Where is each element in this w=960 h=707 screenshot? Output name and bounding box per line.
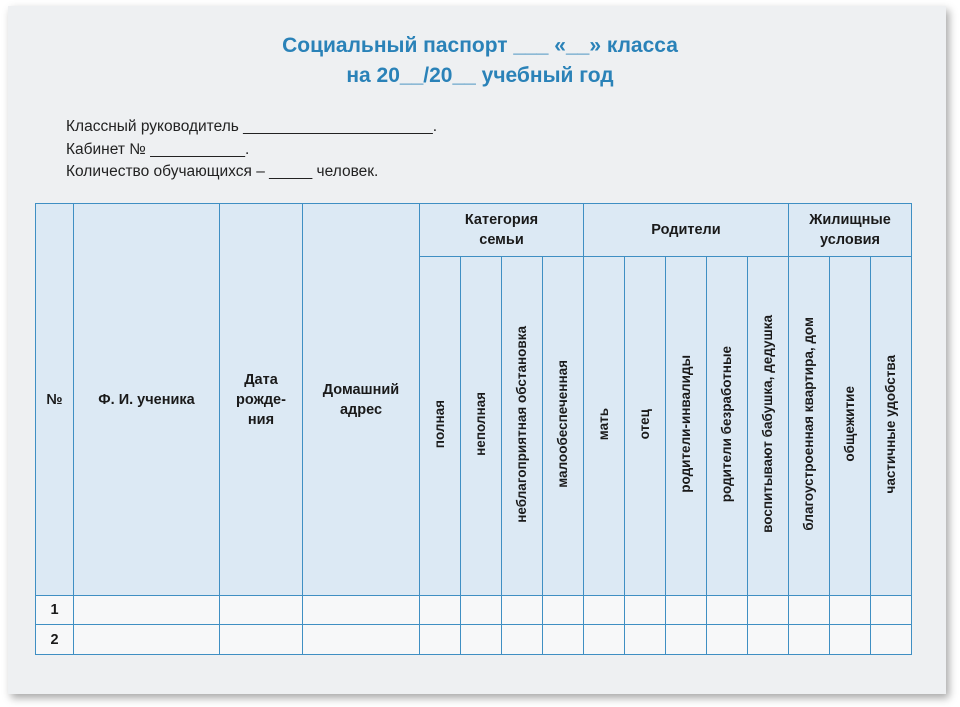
cell-address[interactable] [303, 596, 420, 625]
cell-family-full[interactable] [420, 596, 461, 625]
group-header-housing [789, 204, 912, 257]
parents-disabled-label: родители-инвалиды [678, 355, 693, 493]
cell-parents-mother[interactable] [584, 596, 625, 625]
cell-housing-apartment[interactable] [789, 596, 830, 625]
teacher-line: Классный руководитель ______________________. [66, 118, 438, 135]
address-label: Домашний адрес [322, 381, 400, 418]
col-header-housing-partial [871, 257, 912, 596]
cell-student-name[interactable] [74, 596, 220, 625]
col-header-number: № [36, 204, 74, 596]
family-unfavorable-label: неблагоприятная обстановка [514, 325, 529, 523]
cell-housing-dormitory[interactable] [830, 596, 871, 625]
col-header-family-incomplete [461, 257, 502, 596]
cell-parents-disabled[interactable] [666, 596, 707, 625]
col-header-parents-disabled [666, 257, 707, 596]
cell-family-low-income[interactable] [543, 596, 584, 625]
cell-parents-grandparents[interactable] [748, 625, 789, 655]
page-title-line2: на 20__/20__ учебный год [346, 64, 614, 87]
page-title-line1: Социальный паспорт ___ «__» класса [282, 34, 678, 57]
family-full-label: полная [432, 399, 447, 449]
cell-housing-partial[interactable] [871, 596, 912, 625]
family-group-label: Категория семьи [464, 212, 539, 248]
cell-family-incomplete[interactable] [461, 596, 502, 625]
col-header-housing-dormitory [830, 257, 871, 596]
housing-dormitory-label: общежитие [842, 386, 857, 462]
cell-family-low-income[interactable] [543, 625, 584, 655]
col-header-family-unfavorable [502, 257, 543, 596]
cabinet-line: Кабинет № ___________. [66, 141, 250, 158]
cell-birth-date[interactable] [220, 596, 303, 625]
row-number: 1 [36, 596, 74, 625]
group-header-family [420, 204, 584, 257]
housing-group-label: Жилищные условия [809, 212, 891, 248]
housing-apartment-label: благоустроенная квартира, дом [801, 317, 816, 531]
col-header-family-full [420, 257, 461, 596]
col-header-birth-date [220, 204, 303, 596]
cell-parents-disabled[interactable] [666, 625, 707, 655]
social-passport-table [35, 203, 912, 655]
family-incomplete-label: неполная [473, 392, 488, 456]
table-row [36, 596, 912, 625]
cell-housing-dormitory[interactable] [830, 625, 871, 655]
col-header-address [303, 204, 420, 596]
parents-grandparents-label: воспитывают бабушка, дедушка [760, 315, 775, 533]
cell-parents-unemployed[interactable] [707, 596, 748, 625]
cell-parents-grandparents[interactable] [748, 596, 789, 625]
col-header-housing-apartment [789, 257, 830, 596]
parents-unemployed-label: родители безработные [719, 345, 734, 503]
housing-partial-label: частичные удобства [883, 354, 899, 494]
cell-address[interactable] [303, 625, 420, 655]
cell-family-full[interactable] [420, 625, 461, 655]
cell-student-name[interactable] [74, 625, 220, 655]
cell-parents-father[interactable] [625, 625, 666, 655]
cell-parents-father[interactable] [625, 596, 666, 625]
cell-family-incomplete[interactable] [461, 625, 502, 655]
cell-housing-apartment[interactable] [789, 625, 830, 655]
col-header-student-name: Ф. И. ученика [74, 204, 220, 596]
col-header-parents-father [625, 257, 666, 596]
cell-family-unfavorable[interactable] [502, 596, 543, 625]
col-header-family-low-income [543, 257, 584, 596]
parents-mother-label: мать [596, 407, 611, 441]
cell-family-unfavorable[interactable] [502, 625, 543, 655]
col-header-parents-unemployed [707, 257, 748, 596]
cell-birth-date[interactable] [220, 625, 303, 655]
col-header-parents-grandparents [748, 257, 789, 596]
group-header-parents: Родители [584, 204, 789, 257]
family-low-income-label: малообеспеченная [555, 360, 570, 488]
student-count-line: Количество обучающихся – _____ человек. [66, 163, 379, 180]
cell-parents-unemployed[interactable] [707, 625, 748, 655]
table-row [36, 625, 912, 655]
row-number: 2 [36, 625, 74, 655]
cell-parents-mother[interactable] [584, 625, 625, 655]
birth-date-label: Дата рожде- ния [236, 371, 286, 428]
cell-housing-partial[interactable] [871, 625, 912, 655]
parents-father-label: отец [637, 408, 652, 440]
col-header-parents-mother [584, 257, 625, 596]
